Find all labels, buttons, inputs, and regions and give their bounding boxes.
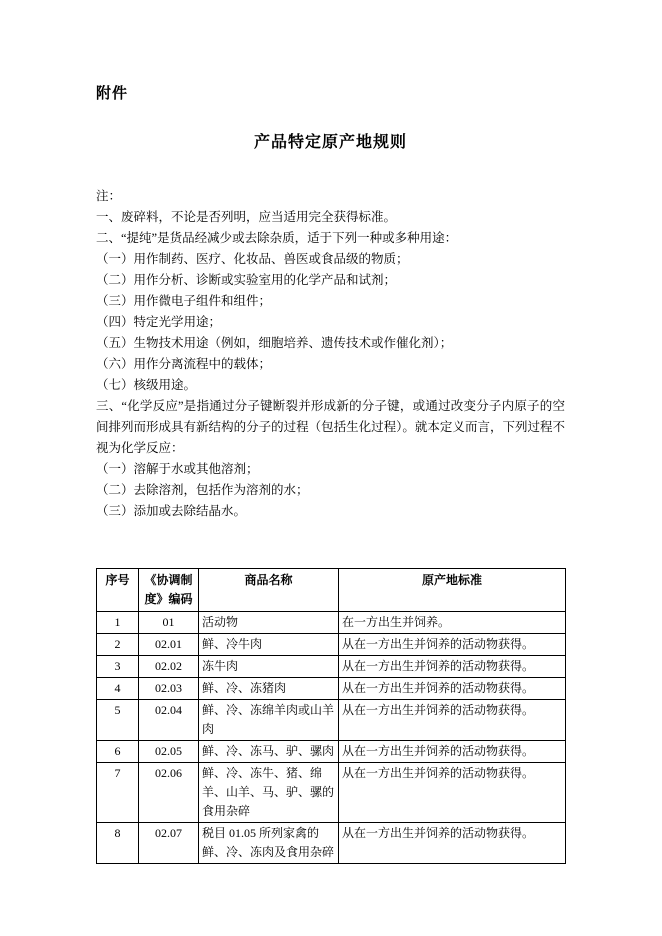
- table-row: [97, 741, 566, 763]
- cell-code: 02.05: [139, 741, 199, 763]
- note-line: （二）去除溶剂，包括作为溶剂的水；: [96, 483, 309, 497]
- cell-code: 02.06: [139, 763, 199, 823]
- cell-no: 5: [97, 700, 139, 741]
- note-line: 三、“化学反应”是指通过分子键断裂并形成新的分子键，或通过改变分子内原子的空间排列而形成具有新结构的分子的过程（包括生化过程）。就本定义而言，下列过程不视为化学反应：: [96, 399, 565, 455]
- cell-criteria: 从在一方出生并饲养的活动物获得。: [339, 656, 566, 678]
- attachment-label: 附件: [96, 86, 129, 102]
- note-line: 一、废碎料，不论是否列明，应当适用完全获得标准。: [96, 210, 397, 224]
- cell-criteria: 从在一方出生并饲养的活动物获得。: [339, 700, 566, 741]
- table-body: [97, 612, 566, 864]
- cell-criteria: 从在一方出生并饲养的活动物获得。: [339, 741, 566, 763]
- page-title: 产品特定原产地规则: [253, 134, 407, 151]
- note-line: （七）核级用途。: [96, 378, 197, 392]
- cell-no: 2: [97, 634, 139, 656]
- table-row: [97, 612, 566, 634]
- cell-no: 1: [97, 612, 139, 634]
- cell-code: 02.07: [139, 823, 199, 864]
- cell-code: 02.01: [139, 634, 199, 656]
- cell-code: 02.02: [139, 656, 199, 678]
- cell-name: 鲜、冷、冻马、驴、骡肉: [199, 741, 339, 763]
- cell-name: 鲜、冷牛肉: [199, 634, 339, 656]
- cell-name: 冻牛肉: [199, 656, 339, 678]
- note-line: （一）溶解于水或其他溶剂；: [96, 462, 259, 476]
- cell-criteria: 从在一方出生并饲养的活动物获得。: [339, 823, 566, 864]
- cell-criteria: 从在一方出生并饲养的活动物获得。: [339, 634, 566, 656]
- cell-code: 02.04: [139, 700, 199, 741]
- note-line: （五）生物技术用途（例如，细胞培养、遗传技术或作催化剂）；: [96, 336, 453, 350]
- notes-section: [96, 186, 565, 522]
- cell-code: 02.03: [139, 678, 199, 700]
- cell-name: 鲜、冷、冻牛、猪、绵羊、山羊、马、驴、骡的食用杂碎: [199, 763, 339, 823]
- table-header-row: [97, 569, 566, 612]
- note-line: （三）用作微电子组件和组件；: [96, 294, 272, 308]
- column-header: 《协调制度》编码: [139, 569, 199, 612]
- cell-criteria: 从在一方出生并饲养的活动物获得。: [339, 678, 566, 700]
- cell-criteria: 在一方出生并饲养。: [339, 612, 566, 634]
- table-row: [97, 656, 566, 678]
- cell-name: 鲜、冷、冻绵羊肉或山羊肉: [199, 700, 339, 741]
- notes-lines: [96, 207, 565, 522]
- cell-no: 4: [97, 678, 139, 700]
- notes-label: 注：: [96, 189, 122, 203]
- column-header: 原产地标准: [339, 569, 566, 612]
- note-line: （四）特定光学用途；: [96, 315, 222, 329]
- table-row: [97, 678, 566, 700]
- cell-name: 活动物: [199, 612, 339, 634]
- note-line: （一）用作制药、医疗、化妆品、兽医或食品级的物质；: [96, 252, 409, 266]
- table-row: [97, 763, 566, 823]
- column-header: 序号: [97, 569, 139, 612]
- cell-name: 税目 01.05 所列家禽的鲜、冷、冻肉及食用杂碎: [199, 823, 339, 864]
- rules-table: [96, 568, 566, 864]
- table-row: [97, 700, 566, 741]
- table-row: [97, 634, 566, 656]
- note-line: （三）添加或去除结晶水。: [96, 504, 247, 518]
- cell-criteria: 从在一方出生并饲养的活动物获得。: [339, 763, 566, 823]
- cell-name: 鲜、冷、冻猪肉: [199, 678, 339, 700]
- column-header: 商品名称: [199, 569, 339, 612]
- table-row: [97, 823, 566, 864]
- cell-no: 3: [97, 656, 139, 678]
- cell-no: 8: [97, 823, 139, 864]
- note-line: （二）用作分析、诊断或实验室用的化学产品和试剂；: [96, 273, 397, 287]
- cell-code: 01: [139, 612, 199, 634]
- cell-no: 7: [97, 763, 139, 823]
- note-line: 二、“提纯”是货品经减少或去除杂质，适于下列一种或多种用途：: [96, 231, 458, 245]
- note-line: （六）用作分离流程中的载体；: [96, 357, 272, 371]
- cell-no: 6: [97, 741, 139, 763]
